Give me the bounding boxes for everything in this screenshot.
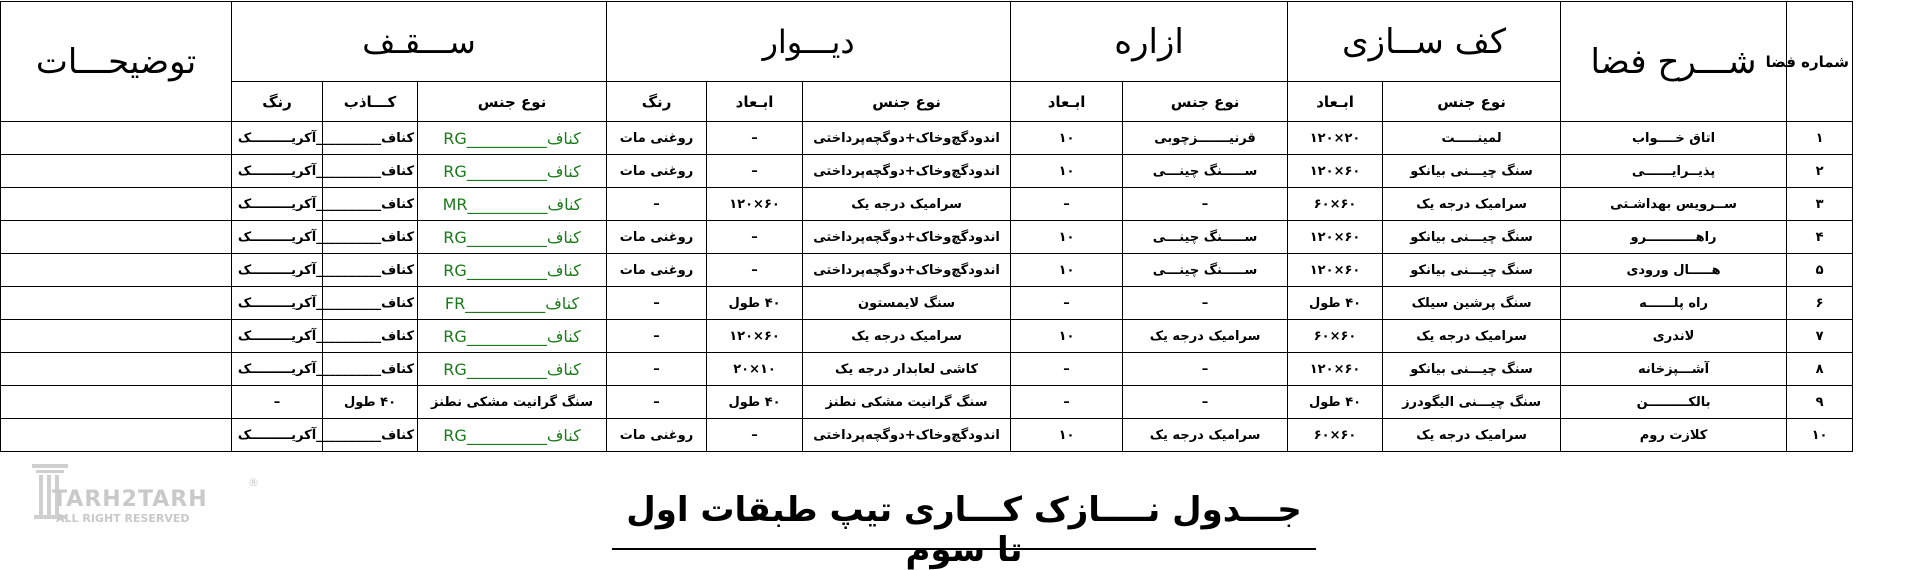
cell-skirting-dimensions: – (1011, 386, 1123, 419)
subheader-wall-color: رنگ (607, 82, 707, 122)
cell-space-name: راهـــــــــــرو (1561, 221, 1787, 254)
cell-skirting-type: قرنیـــــــزچوبی (1123, 122, 1288, 155)
cell-wall-color: – (607, 320, 707, 353)
subheader-ceiling-type: نوع جنس (418, 82, 607, 122)
cell-flooring-dimensions: ۴۰ طول (1288, 386, 1383, 419)
subheader-skirting-type: نوع جنس (1123, 82, 1288, 122)
cell-skirting-type: ســـــنگ چینـــی (1123, 155, 1288, 188)
cell-row-number: ۵ (1787, 254, 1853, 287)
cell-space-name: اتاق خــــواب (1561, 122, 1787, 155)
cell-skirting-dimensions: ۱۰ (1011, 155, 1123, 188)
cell-skirting-dimensions: ۱۰ (1011, 221, 1123, 254)
cell-flooring-dimensions: ۶۰×۱۲۰ (1288, 353, 1383, 386)
cell-notes (1, 155, 232, 188)
cell-flooring-type: سنگ چیـــنی بیانکو (1383, 353, 1561, 386)
cell-wall-type: سنگ گرانیت مشکی نطنز (803, 386, 1011, 419)
header-flooring: کف ســازی (1288, 2, 1561, 82)
cell-skirting-type: ســـــنگ چینـــی (1123, 254, 1288, 287)
cell-notes (1, 353, 232, 386)
cell-wall-dimensions: – (707, 122, 803, 155)
cell-skirting-dimensions: ۱۰ (1011, 419, 1123, 452)
cell-skirting-dimensions: – (1011, 188, 1123, 221)
cell-space-name: کلازت روم (1561, 419, 1787, 452)
cell-flooring-dimensions: ۲۰×۱۲۰ (1288, 122, 1383, 155)
cell-wall-dimensions: – (707, 419, 803, 452)
cell-notes (1, 287, 232, 320)
cell-notes (1, 254, 232, 287)
table-row (1, 155, 1853, 188)
cell-flooring-dimensions: ۶۰×۱۲۰ (1288, 221, 1383, 254)
cell-ceiling-type: کناف__________RG (418, 221, 607, 254)
cell-ceiling-color: آکریـــــــــک (232, 419, 323, 452)
cell-flooring-type: سنگ چیـــنی بیانکو (1383, 221, 1561, 254)
cell-wall-dimensions: – (707, 254, 803, 287)
cell-ceiling-false: کناف__________ (323, 254, 418, 287)
table-row (1, 320, 1853, 353)
cell-wall-color: – (607, 353, 707, 386)
cell-row-number: ۳ (1787, 188, 1853, 221)
cell-ceiling-false: کناف__________ (323, 353, 418, 386)
cell-flooring-type: لمینـــــت (1383, 122, 1561, 155)
cell-ceiling-type: کناف__________RG (418, 122, 607, 155)
subheader-ceiling-color: رنگ (232, 82, 323, 122)
cell-ceiling-color: آکریـــــــــک (232, 254, 323, 287)
cell-skirting-type: – (1123, 386, 1288, 419)
tarh2tarh-logo (30, 462, 259, 525)
cell-ceiling-type: کناف__________FR (418, 287, 607, 320)
cell-wall-color: – (607, 287, 707, 320)
cell-flooring-type: سنگ چیـــنی بیانکو (1383, 254, 1561, 287)
cell-flooring-type: سرامیک درجه یک (1383, 188, 1561, 221)
cell-ceiling-type: سنگ گرانیت مشکی نطنز (418, 386, 607, 419)
cell-wall-dimensions: ۴۰ طول (707, 386, 803, 419)
cell-row-number: ۴ (1787, 221, 1853, 254)
cell-ceiling-false: کناف__________ (323, 221, 418, 254)
cell-wall-dimensions: ۱۰×۲۰ (707, 353, 803, 386)
cell-row-number: ۶ (1787, 287, 1853, 320)
cell-ceiling-false: کناف__________ (323, 287, 418, 320)
cell-wall-type: اندودگچ‌وخاک+دوگچه‌پرداختی (803, 155, 1011, 188)
header-row-number: شماره فضا (1787, 2, 1853, 122)
cell-flooring-dimensions: ۴۰ طول (1288, 287, 1383, 320)
subheader-skirting-dimensions: ابـعاد (1011, 82, 1123, 122)
table-row (1, 353, 1853, 386)
cell-notes (1, 419, 232, 452)
cell-wall-dimensions: ۴۰ طول (707, 287, 803, 320)
cell-skirting-dimensions: ۱۰ (1011, 254, 1123, 287)
cell-flooring-type: سنگ چیـــنی الیگودرز (1383, 386, 1561, 419)
cell-notes (1, 188, 232, 221)
logo-name: TARH2TARH (52, 487, 208, 512)
cell-notes (1, 320, 232, 353)
logo-registered-mark: ® (248, 476, 259, 489)
cell-ceiling-false: کناف__________ (323, 419, 418, 452)
table-row (1, 188, 1853, 221)
cell-flooring-type: سرامیک درجه یک (1383, 320, 1561, 353)
cell-skirting-type: – (1123, 287, 1288, 320)
subheader-wall-dimensions: ابـعاد (707, 82, 803, 122)
header-skirting: ازاره (1011, 2, 1288, 82)
cell-space-name: ســرویس بهداشـتی (1561, 188, 1787, 221)
subheader-ceiling-false: کـــاذب (323, 82, 418, 122)
cell-flooring-dimensions: ۶۰×۶۰ (1288, 320, 1383, 353)
cell-space-name: پذیــرایــــــی (1561, 155, 1787, 188)
cell-ceiling-type: کناف__________RG (418, 155, 607, 188)
cell-wall-color: – (607, 386, 707, 419)
cell-ceiling-type: کناف__________RG (418, 353, 607, 386)
table-row (1, 122, 1853, 155)
cell-ceiling-color: – (232, 386, 323, 419)
header-wall: دیـــوار (607, 2, 1011, 82)
cell-skirting-type: سرامیک درجه یک (1123, 419, 1288, 452)
cell-skirting-dimensions: – (1011, 287, 1123, 320)
cell-space-name: لاندری (1561, 320, 1787, 353)
cell-wall-color: روغنی مات (607, 254, 707, 287)
cell-flooring-type: سرامیک درجه یک (1383, 419, 1561, 452)
cell-skirting-dimensions: ۱۰ (1011, 122, 1123, 155)
cell-ceiling-color: آکریـــــــــک (232, 122, 323, 155)
subheader-flooring-type: نوع جنس (1383, 82, 1561, 122)
cell-ceiling-color: آکریـــــــــک (232, 221, 323, 254)
cell-wall-color: روغنی مات (607, 419, 707, 452)
cell-ceiling-color: آکریـــــــــک (232, 320, 323, 353)
cell-notes (1, 122, 232, 155)
cell-wall-color: روغنی مات (607, 122, 707, 155)
table-row (1, 254, 1853, 287)
cell-wall-color: روغنی مات (607, 155, 707, 188)
cell-flooring-type: سنگ پرشین سیلک (1383, 287, 1561, 320)
table-row (1, 287, 1853, 320)
cell-flooring-type: سنگ چیـــنی بیانکو (1383, 155, 1561, 188)
cell-skirting-type: – (1123, 353, 1288, 386)
cell-wall-color: روغنی مات (607, 221, 707, 254)
schedule-title: جـــدول نــــازک کـــاری تیپ طبقات اول تا سوم (626, 490, 1302, 570)
cell-wall-type: کاشی لعابدار درجه یک (803, 353, 1011, 386)
cell-wall-type: سرامیک درجه یک (803, 320, 1011, 353)
header-notes: توضیحـــات (1, 2, 232, 122)
table-row (1, 419, 1853, 452)
header-ceiling: ســـقـف (232, 2, 607, 82)
cell-wall-type: اندودگچ‌وخاک+دوگچه‌پرداختی (803, 221, 1011, 254)
cell-flooring-dimensions: ۶۰×۱۲۰ (1288, 155, 1383, 188)
cell-space-name: هـــــال ورودی (1561, 254, 1787, 287)
cell-ceiling-type: کناف__________RG (418, 254, 607, 287)
cell-wall-type: اندودگچ‌وخاک+دوگچه‌پرداختی (803, 254, 1011, 287)
cell-skirting-type: سرامیک درجه یک (1123, 320, 1288, 353)
cell-ceiling-false: ۴۰ طول (323, 386, 418, 419)
title-underline (612, 548, 1316, 550)
cell-ceiling-type: کناف__________RG (418, 419, 607, 452)
cell-ceiling-color: آکریـــــــــک (232, 188, 323, 221)
cell-row-number: ۹ (1787, 386, 1853, 419)
cell-skirting-type: – (1123, 188, 1288, 221)
cell-ceiling-false: کناف__________ (323, 188, 418, 221)
cell-ceiling-false: کناف__________ (323, 122, 418, 155)
cell-row-number: ۷ (1787, 320, 1853, 353)
cell-ceiling-color: آکریـــــــــک (232, 287, 323, 320)
cell-ceiling-type: کناف__________MR (418, 188, 607, 221)
cell-row-number: ۱ (1787, 122, 1853, 155)
cell-space-name: آشـــپزخانه (1561, 353, 1787, 386)
subheader-wall-type: نوع جنس (803, 82, 1011, 122)
cell-notes (1, 221, 232, 254)
cell-wall-dimensions: ۶۰×۱۲۰ (707, 188, 803, 221)
cell-wall-type: سرامیک درجه یک (803, 188, 1011, 221)
cell-row-number: ۱۰ (1787, 419, 1853, 452)
header-space-description: شـــرح فضا (1561, 2, 1787, 122)
cell-row-number: ۲ (1787, 155, 1853, 188)
cell-wall-type: اندودگچ‌وخاک+دوگچه‌پرداختی (803, 419, 1011, 452)
cell-wall-dimensions: – (707, 155, 803, 188)
cell-wall-type: سنگ لایمستون (803, 287, 1011, 320)
cell-ceiling-color: آکریـــــــــک (232, 155, 323, 188)
cell-wall-dimensions: ۶۰×۱۲۰ (707, 320, 803, 353)
subheader-flooring-dimensions: ابـعاد (1288, 82, 1383, 122)
cell-flooring-dimensions: ۶۰×۱۲۰ (1288, 254, 1383, 287)
cell-space-name: راه پلــــــه (1561, 287, 1787, 320)
table-row (1, 386, 1853, 419)
cell-notes (1, 386, 232, 419)
cell-skirting-type: ســـــنگ چینـــی (1123, 221, 1288, 254)
table-row (1, 221, 1853, 254)
cell-skirting-dimensions: – (1011, 353, 1123, 386)
cell-ceiling-false: کناف__________ (323, 155, 418, 188)
cell-ceiling-type: کناف__________RG (418, 320, 607, 353)
cell-wall-color: – (607, 188, 707, 221)
cell-ceiling-false: کناف__________ (323, 320, 418, 353)
cell-row-number: ۸ (1787, 353, 1853, 386)
finish-schedule-table (0, 1, 1853, 452)
cell-ceiling-color: آکریـــــــــک (232, 353, 323, 386)
logo-rights: ALL RIGHT RESERVED (56, 512, 190, 525)
cell-space-name: بالکـــــــــن (1561, 386, 1787, 419)
cell-wall-type: اندودگچ‌وخاک+دوگچه‌پرداختی (803, 122, 1011, 155)
cell-flooring-dimensions: ۶۰×۶۰ (1288, 188, 1383, 221)
cell-wall-dimensions: – (707, 221, 803, 254)
cell-skirting-dimensions: ۱۰ (1011, 320, 1123, 353)
cell-flooring-dimensions: ۶۰×۶۰ (1288, 419, 1383, 452)
